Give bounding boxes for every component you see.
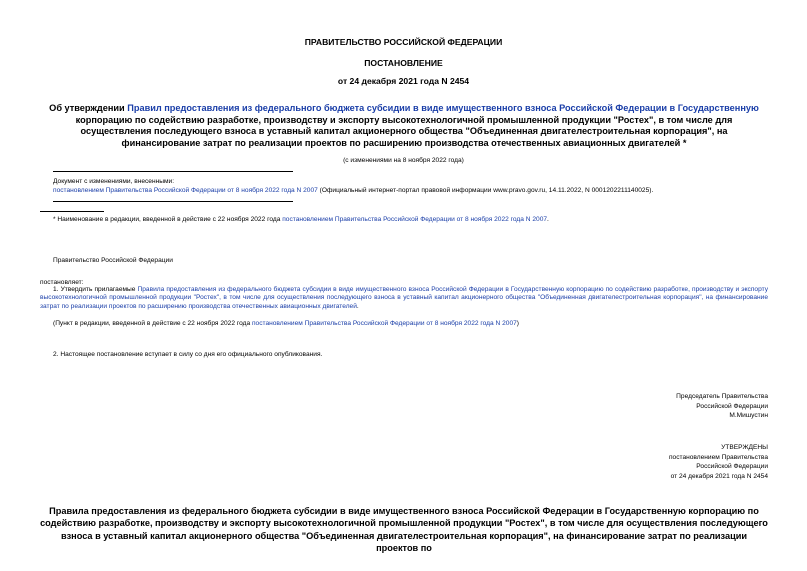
item-1 <box>40 286 768 311</box>
item-1-prefix: 1. Утвердить прилагаемые <box>53 286 138 293</box>
signature-line-2: Российской Федерации <box>696 402 768 410</box>
item-1-rules-link[interactable]: Правила предоставления из федерального бюджета субсидии в виде имущественного взноса Российской Федерации в Государственную корпорацию по содействию разработке, производству и экспорту высокотехнологичной промышленной продукции "Ростех", в том числе для осуществления последующего взноса в уставный капитал акционерного общества "Объединенная двигателестроительная корпорация", на финансирование затрат по реализации проектов по расширению производства отечественных авиационных двигателей <box>40 286 768 310</box>
changes-line <box>53 187 773 195</box>
signature-line-1: Председатель Правительства <box>676 393 768 400</box>
divider-bottom <box>53 201 293 202</box>
amendments-note: (с изменениями на 8 ноября 2022 года) <box>343 157 464 164</box>
doc-type-heading: ПОСТАНОВЛЕНИЕ <box>364 58 443 68</box>
decree-word: постановляет: <box>40 279 84 286</box>
changes-decree-link[interactable]: постановлением Правительства Российской Федерации от 8 ноября 2022 года N 2007 <box>53 187 318 194</box>
footnote <box>53 216 549 224</box>
document-title <box>40 103 768 149</box>
approved-block <box>669 443 768 481</box>
item-1-note-prefix: (Пункт в редакции, введенной в действие с 22 ноября 2022 года <box>53 320 252 327</box>
footnote-text: * Наименование в редакции, введенной в действие с 22 ноября 2022 года <box>53 216 283 223</box>
item-1-note-end: ) <box>516 320 519 327</box>
item-1-note <box>53 320 519 328</box>
footnote-divider <box>40 211 104 212</box>
divider-top <box>53 171 293 172</box>
title-rest: корпорацию по содействию разработке, производству и экспорту высокотехнологичной промышленной продукции "Ростех", в том числе для осуществления последующего взноса в уставный капитал акционерного общества "Объединенная двигателестроительная корпорация", на финансирование затрат по реализации проектов по расширению производства отечественных авиационных двигателей * <box>75 114 733 148</box>
item-1-note-link[interactable]: постановлением Правительства Российской Федерации от 8 ноября 2022 года N 2007 <box>251 320 517 327</box>
approved-line-3: Российской Федерации <box>696 463 768 471</box>
issuer-text: Правительство Российской Федерации <box>53 257 173 264</box>
title-rules-link[interactable]: Правил предоставления из федерального бюджета субсидии в виде имущественного взноса Российской Федерации в Государственную <box>127 103 759 113</box>
rules-title: Правила предоставления из федерального бюджета субсидии в виде имущественного взноса Российской Федерации в Государственную корпорацию по содействию разработке, производству и экспорту высокотехнологичной промышленной продукции "Ростех", в том числе для осуществления последующего взноса в уставный капитал акционерного общества "Объединенная двигателестроительная корпорация", на финансирование затрат по реализации проектов по <box>40 506 768 553</box>
signature-block <box>676 392 768 421</box>
footnote-decree-link[interactable]: постановлением Правительства Российской Федерации от 8 ноября 2022 года N 2007 <box>282 216 548 223</box>
government-heading: ПРАВИТЕЛЬСТВО РОССИЙСКОЙ ФЕДЕРАЦИИ <box>304 37 503 47</box>
title-prefix: Об утверждении <box>49 103 128 113</box>
item-1-end: . <box>356 302 359 310</box>
approved-line-4: от 24 декабря 2021 года N 2454 <box>670 472 768 480</box>
item-2: 2. Настоящее постановление вступает в силу со дня его официального опубликования. <box>53 351 323 358</box>
approved-line-2: постановлением Правительства <box>668 453 768 461</box>
changes-label: Документ с изменениями, внесенными: <box>53 178 175 185</box>
approved-line-1: УТВЕРЖДЕНЫ <box>721 444 768 451</box>
date-number-heading: от 24 декабря 2021 года N 2454 <box>337 76 470 86</box>
footnote-end: . <box>547 216 549 223</box>
signature-line-3: М.Мишустин <box>729 412 768 420</box>
changes-source: (Официальный интернет-портал правовой информации www.pravo.gov.ru, 14.11.2022, N 0001202211140025). <box>317 187 654 194</box>
